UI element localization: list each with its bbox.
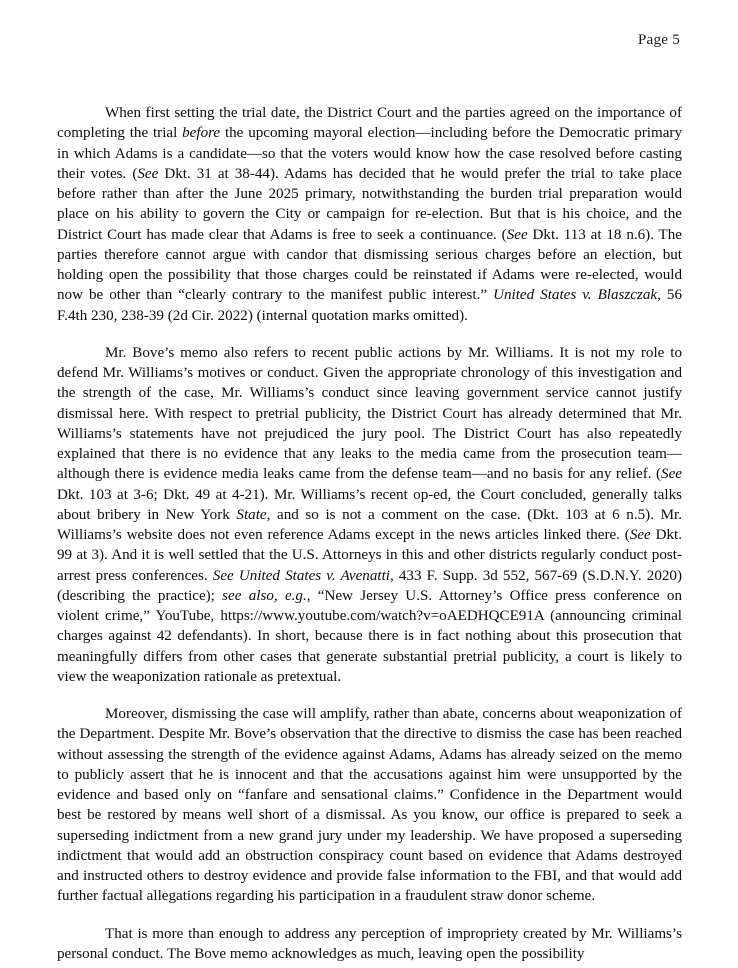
- text-run: Dkt. 103 at 3-6; Dkt. 49 at 4-21). Mr. Williams’s recent op-ed, the Court concluded, generally talks about bribery in New York: [57, 486, 682, 523]
- paragraph-that-is-more: [57, 924, 682, 965]
- paragraph-bove-memo: [57, 343, 682, 687]
- text-run: Moreover, dismissing the case will amplify, rather than abate, concerns about weaponization of the Department. Despite Mr. Bove’s observation that the directive to dismiss the case has been reached without assessing the strength of the evidence against Adams, Adams has already seized on the memo to publicly assert that he is innocent and that the accusations against him were unsupported by the evidence and based only on “fanfare and sensational claims.” Confidence in the Department would best be restored by means well short of a dismissal. As you know, our office is prepared to seek a superseding indictment from a new grand jury under my leadership. We have proposed a superseding indictment that would add an obstruction conspiracy count based on evidence that Adams destroyed and instructed others to destroy evidence and provide false information to the FBI, and that would add further factual allegations regarding his participation in a fraudulent straw donor scheme.: [57, 706, 682, 905]
- page-number-header: Page 5: [637, 31, 680, 48]
- italic-run: See: [661, 466, 682, 483]
- italic-run: State: [236, 506, 267, 523]
- text-run: the upcoming mayoral election—including before the Democratic primary in which Adams is a candidate—so that the voters would know how the case resolved before casting their votes. (: [57, 125, 682, 182]
- italic-run: See: [506, 226, 528, 243]
- italic-run: See: [137, 165, 159, 182]
- italic-run: See: [629, 527, 651, 543]
- text-run: When first setting the trial date, the District Court and the parties agreed on the importance of completing the trial: [57, 105, 682, 142]
- text-run: , 433 F. Supp. 3d 552, 567-69 (S.D.N.Y. 2020) (describing the practice);: [57, 567, 682, 604]
- italic-run: before: [182, 125, 221, 142]
- italic-run: United States v. Blaszczak: [493, 287, 658, 304]
- paragraph-moreover: [57, 704, 682, 907]
- text-run: , 56 F.4th 230, 238-39 (2d Cir. 2022) (internal quotation marks omitted).: [57, 287, 682, 324]
- text-run: That is more than enough to address any perception of impropriety created by Mr. Williams’s personal conduct. The Bove memo acknowledges as much, leaving open the possibility: [57, 925, 682, 962]
- text-run: Dkt. 113 at 18 n.6). The parties therefore cannot argue with candor that dismissing serious charges before an election, but holding open the possibility that those charges could be reinstated if Adams were re-elected, would now be other than “clearly contrary to the manifest public interest.”: [57, 226, 683, 304]
- text-run: , “New Jersey U.S. Attorney’s Office press conference on violent crime,” YouTube, https://www.youtube.com/watch?v=oAEDHQCE91A (announcing criminal charges against 42 defendants). In short, because there is in fact nothing about this prosecution that meaningfully differs from other cases that generate substantial pretrial publicity, a court is likely to view the weaponization rationale as pretextual.: [57, 587, 683, 685]
- text-run: , and so is not a comment on the case. (Dkt. 103 at 6 n.5). Mr. Williams’s website does not even reference Adams except in the news articles linked there. (: [57, 506, 682, 543]
- text-run: Dkt. 31 at 38-44). Adams has decided that he would prefer the trial to take place before rather than after the June 2025 primary, notwithstanding the burden trial preparation would place on his ability to govern the City or campaign for re-election. But that is his choice, and the District Court has made clear that Adams is free to seek a continuance. (: [57, 165, 683, 243]
- italic-run: see also, e.g.: [222, 587, 307, 604]
- document-body: [57, 103, 682, 964]
- text-run: Mr. Bove’s memo also refers to recent public actions by Mr. Williams. It is not my role to defend Mr. Williams’s motives or conduct. Given the appropriate chronology of this investigation and the strength of the case, Mr. Williams’s conduct since leaving government service cannot justify dismissal here. With respect to pretrial publicity, the District Court has already determined that Mr. Williams’s statements have not prejudiced the jury pool. The District Court has also repeatedly explained that there is no evidence that any leaks to the media came from the prosecution team—although there is evidence media leaks came from the defense team—and no basis for any relief. (: [57, 344, 682, 483]
- paragraph-trial-date: [57, 103, 682, 326]
- text-run: Dkt. 99 at 3). And it is well settled that the U.S. Attorneys in this and other districts regularly conduct post-arrest press conferences.: [57, 527, 683, 584]
- italic-run: See United States v. Avenatti: [212, 567, 390, 584]
